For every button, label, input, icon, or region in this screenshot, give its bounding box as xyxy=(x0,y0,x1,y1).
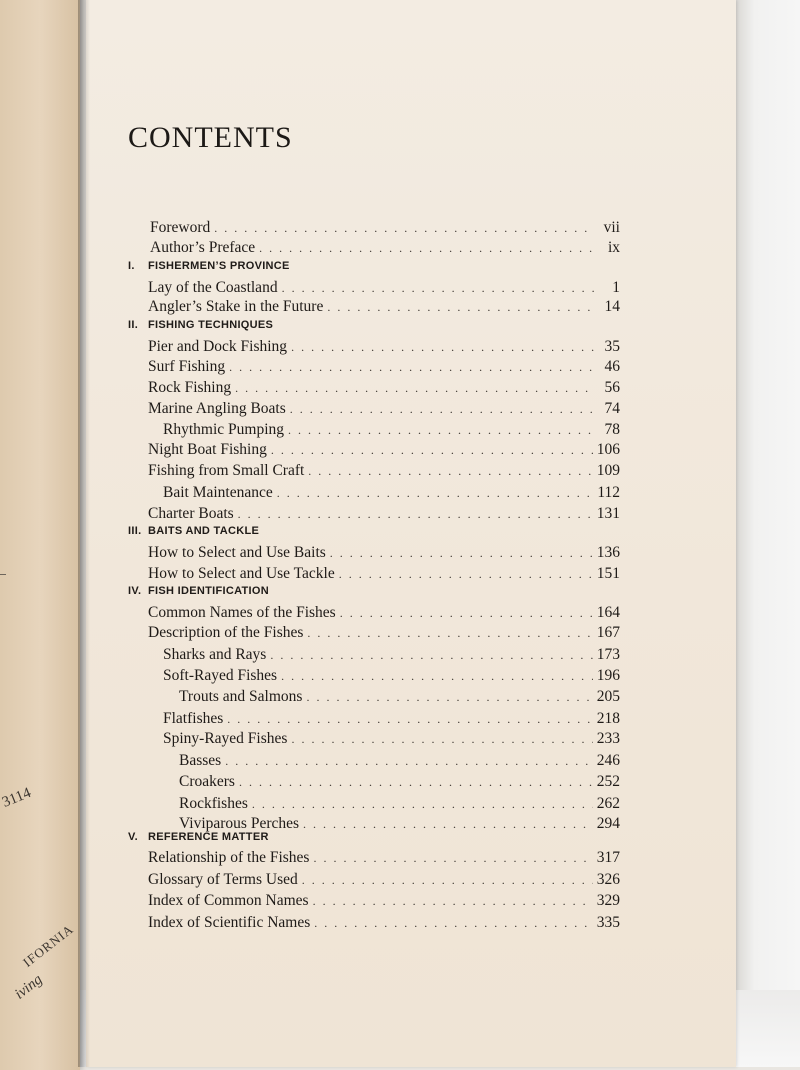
toc-entry-label: Surf Fishing xyxy=(148,358,226,375)
leader-dots xyxy=(270,648,592,663)
toc-entry-page: 205 xyxy=(596,688,620,705)
section-heading: II. FISHING TECHNIQUES xyxy=(128,319,274,331)
leader-dots xyxy=(313,894,593,909)
toc-entry-page: 112 xyxy=(597,484,620,501)
leader-dots xyxy=(302,873,593,888)
toc-entry-page: 196 xyxy=(596,667,620,684)
toc-entry-page: 151 xyxy=(596,565,620,582)
toc-entry-page: 233 xyxy=(596,730,620,747)
toc-entry-label: Viviparous Perches xyxy=(179,815,300,832)
toc-entry-page: 246 xyxy=(596,752,620,769)
leader-dots xyxy=(340,606,593,621)
toc-entry-label: Angler’s Stake in the Future xyxy=(148,298,324,315)
leader-dots xyxy=(291,732,592,747)
toc-entry-label: Basses xyxy=(179,752,222,769)
leader-dots xyxy=(225,754,593,769)
toc-entry xyxy=(179,752,620,773)
toc-entry-label: Night Boat Fishing xyxy=(148,441,267,458)
section-heading: I. FISHERMEN’S PROVINCE xyxy=(128,260,290,272)
leader-dots xyxy=(229,360,594,375)
toc-entry-label: How to Select and Use Tackle xyxy=(148,565,335,582)
toc-entry xyxy=(163,667,620,688)
toc-entry-page: 164 xyxy=(596,604,620,621)
section-heading: V. REFERENCE MATTER xyxy=(128,831,269,843)
toc-entry-label: Index of Common Names xyxy=(148,892,309,909)
toc-entry xyxy=(163,421,620,442)
leader-dots xyxy=(314,916,592,931)
leader-dots xyxy=(290,402,594,417)
toc-entry-label: Common Names of the Fishes xyxy=(148,604,336,621)
toc-entry-page: 173 xyxy=(596,646,620,663)
toc-entry-page: 294 xyxy=(596,815,620,832)
toc-entry xyxy=(148,358,620,379)
toc-entry-page: 74 xyxy=(604,400,620,417)
leader-dots xyxy=(252,797,593,812)
toc-entry-label: Soft-Rayed Fishes xyxy=(163,667,278,684)
toc-entry-page: 218 xyxy=(596,710,620,727)
toc-entry-label: Marine Angling Boats xyxy=(148,400,286,417)
toc-entry-label: Rockfishes xyxy=(179,795,248,812)
toc-entry-authors-preface xyxy=(150,239,620,260)
toc-entry-label: Bait Maintenance xyxy=(163,484,273,501)
toc-entry xyxy=(148,604,620,625)
leader-dots xyxy=(282,281,594,296)
toc-entry-page: 317 xyxy=(596,849,620,866)
toc-entry xyxy=(148,441,620,462)
toc-entry xyxy=(179,795,620,816)
toc-entry-page: 106 xyxy=(596,441,620,458)
toc-entry xyxy=(148,871,620,892)
toc-entry-page: 335 xyxy=(596,914,620,931)
toc-entry-label: Relationship of the Fishes xyxy=(148,849,310,866)
toc-entry-page: 35 xyxy=(604,338,620,355)
toc-entry-label: Spiny-Rayed Fishes xyxy=(163,730,288,747)
leader-dots xyxy=(214,221,594,236)
toc-entry-label: Author’s Preface xyxy=(150,239,256,256)
toc-entry xyxy=(148,892,620,913)
toc-entry-page: 326 xyxy=(596,871,620,888)
toc-entry-label: Fishing from Small Craft xyxy=(148,462,305,479)
leader-dots xyxy=(313,851,592,866)
leader-dots xyxy=(307,626,592,641)
toc-entry-label: Index of Scientific Names xyxy=(148,914,311,931)
facing-page-text-fornia: IFORNIA xyxy=(20,921,77,970)
toc-entry xyxy=(148,338,620,359)
toc-entry-label: Description of the Fishes xyxy=(148,624,304,641)
leader-dots xyxy=(277,486,594,501)
toc-entry-label: Glossary of Terms Used xyxy=(148,871,298,888)
leader-dots xyxy=(303,817,593,832)
toc-entry-page: 329 xyxy=(596,892,620,909)
leader-dots xyxy=(235,381,594,396)
leader-dots xyxy=(288,423,594,438)
toc-entry-page: 46 xyxy=(604,358,620,375)
toc-entry-label: Lay of the Coastland xyxy=(148,279,278,296)
toc-entry-page: 109 xyxy=(596,462,620,479)
section-heading: IV. FISH IDENTIFICATION xyxy=(128,585,269,597)
leader-dots xyxy=(330,546,593,561)
toc-entry-page: ix xyxy=(607,239,620,256)
toc-entry xyxy=(179,773,620,794)
toc-entry xyxy=(148,624,620,645)
toc-entry-label: Croakers xyxy=(179,773,235,790)
toc-entry-page: 14 xyxy=(604,298,620,315)
toc-entry-page: 136 xyxy=(596,544,620,561)
leader-dots xyxy=(259,241,594,256)
leader-dots xyxy=(327,300,594,315)
toc-entry xyxy=(148,849,620,870)
toc-entry xyxy=(163,484,620,505)
leader-dots xyxy=(339,567,593,582)
toc-entry xyxy=(148,505,620,526)
toc-entry xyxy=(148,279,620,300)
leader-dots xyxy=(227,712,592,727)
toc-entry-page: 56 xyxy=(604,379,620,396)
toc-entry xyxy=(148,565,620,586)
toc-entry-label: Foreword xyxy=(150,219,211,236)
leader-dots xyxy=(238,507,593,522)
leader-dots xyxy=(239,775,593,790)
toc-entry-page: 167 xyxy=(596,624,620,641)
toc-entry xyxy=(148,544,620,565)
leader-dots xyxy=(281,669,593,684)
toc-entry-label: Trouts and Salmons xyxy=(179,688,303,705)
leader-dots xyxy=(271,443,593,458)
toc-entry xyxy=(148,379,620,400)
toc-entry-page: 262 xyxy=(596,795,620,812)
page-title: CONTENTS xyxy=(128,121,293,154)
toc-entry-page: 131 xyxy=(596,505,620,522)
toc-entry-page: 78 xyxy=(604,421,620,438)
toc-entry xyxy=(148,462,620,483)
toc-entry xyxy=(148,914,620,935)
facing-page-text-code: 3114 xyxy=(0,784,34,811)
leader-dots xyxy=(306,690,592,705)
toc-entry-label: Sharks and Rays xyxy=(163,646,267,663)
toc-entry-label: How to Select and Use Baits xyxy=(148,544,326,561)
facing-page-text-iving: iving xyxy=(12,971,46,1003)
toc-entry-page: 1 xyxy=(612,279,620,296)
toc-entry-page: 252 xyxy=(596,773,620,790)
toc-entry-label: Rhythmic Pumping xyxy=(163,421,284,438)
leader-dots xyxy=(308,464,592,479)
toc-entry xyxy=(163,710,620,731)
toc-entry xyxy=(148,400,620,421)
toc-entry xyxy=(163,646,620,667)
toc-entry-label: Charter Boats xyxy=(148,505,234,522)
toc-entry xyxy=(179,688,620,709)
toc-entry-page: vii xyxy=(603,219,620,236)
toc-entry xyxy=(163,730,620,751)
toc-entry-label: Rock Fishing xyxy=(148,379,232,396)
leader-dots xyxy=(291,340,594,355)
section-heading: III. BAITS AND TACKLE xyxy=(128,525,260,537)
toc-entry-label: Pier and Dock Fishing xyxy=(148,338,288,355)
toc-entry xyxy=(148,298,620,319)
toc-entry-foreword xyxy=(150,219,620,240)
toc-entry-label: Flatfishes xyxy=(163,710,224,727)
